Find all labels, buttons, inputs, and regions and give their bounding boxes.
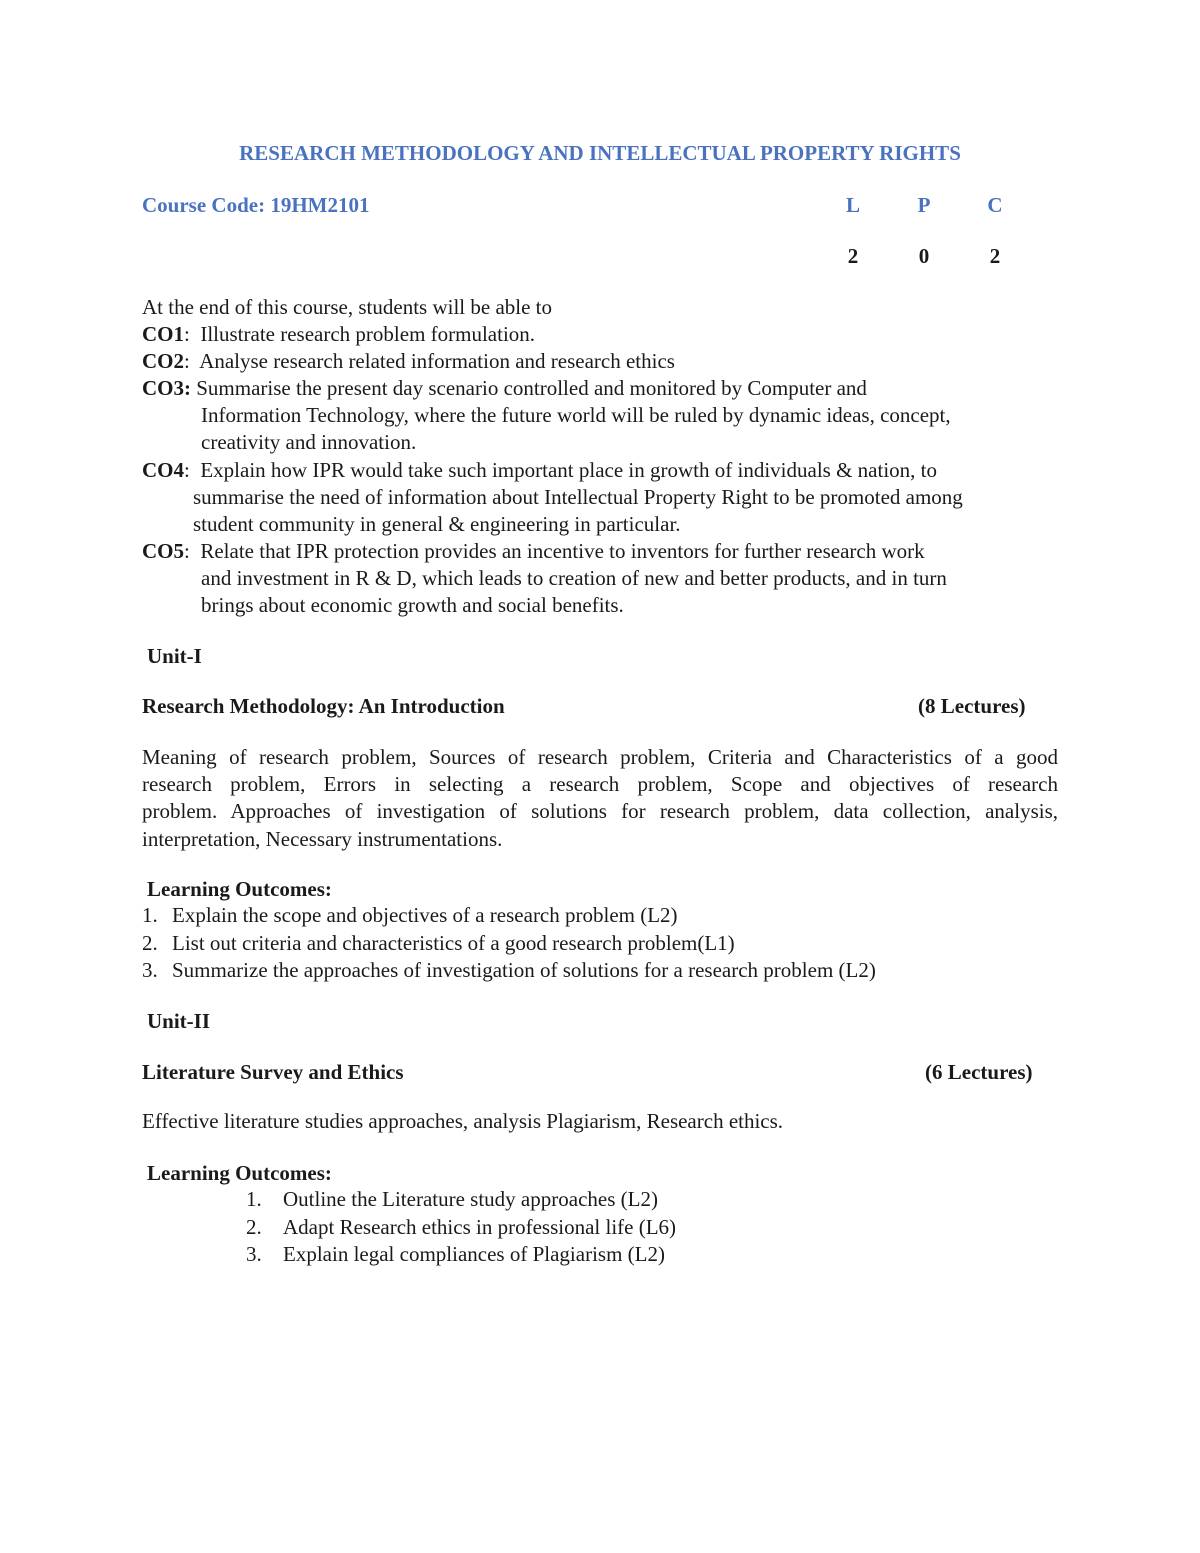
- co-text-continued: Information Technology, where the future world will be ruled by dynamic ideas, concept,: [201, 403, 951, 427]
- list-item: [246, 1186, 658, 1213]
- unit-paragraph: Effective literature studies approaches, analysis Plagiarism, Research ethics.: [142, 1109, 784, 1133]
- unit-label: Unit-I: [147, 644, 202, 668]
- ltp-header-p: P: [917, 193, 931, 217]
- list-item: [246, 1214, 676, 1241]
- course-code: Course Code: 19HM2101: [142, 193, 370, 217]
- unit-paragraph-line: interpretation, Necessary instrumentations.: [142, 827, 503, 851]
- ltp-value-p: 0: [918, 244, 930, 268]
- co-label: CO4: [142, 458, 184, 482]
- ltp-header-c: C: [987, 193, 1003, 217]
- course-outcome: [142, 348, 675, 375]
- unit-heading: Research Methodology: An Introduction: [142, 694, 505, 718]
- list-number: 1.: [142, 903, 158, 927]
- co-sep: :: [184, 322, 190, 346]
- ltp-value-c: 2: [989, 244, 1001, 268]
- co-label: CO5: [142, 539, 184, 563]
- co-text-continued: creativity and innovation.: [201, 430, 417, 454]
- co-text-continued: student community in general & engineering in particular.: [193, 512, 681, 536]
- list-item: [142, 902, 678, 929]
- learning-outcomes-heading: Learning Outcomes:: [147, 1161, 332, 1185]
- list-text: Adapt Research ethics in professional life (L6): [283, 1215, 677, 1239]
- learning-outcomes-heading: Learning Outcomes:: [147, 877, 332, 901]
- co-sep: :: [184, 349, 190, 373]
- unit-paragraph-line: Meaning of research problem, Sources of research problem, Criteria and Characteristics of a good: [142, 745, 1058, 769]
- intro-text: At the end of this course, students will be able to: [142, 295, 553, 319]
- list-item: [246, 1241, 665, 1268]
- co-text: Analyse research related information and research ethics: [199, 349, 675, 373]
- list-number: 2.: [246, 1215, 262, 1239]
- list-item: [142, 930, 735, 957]
- course-outcome: [142, 538, 925, 565]
- list-number: 3.: [246, 1242, 262, 1266]
- co-text: Illustrate research problem formulation.: [200, 322, 536, 346]
- unit-lectures: (6 Lectures): [925, 1060, 1033, 1084]
- list-text: Outline the Literature study approaches (L2): [283, 1187, 658, 1211]
- co-text-continued: and investment in R & D, which leads to creation of new and better products, and in turn: [201, 566, 947, 590]
- co-text: Relate that IPR protection provides an incentive to inventors for further research work: [200, 539, 925, 563]
- unit-lectures: (8 Lectures): [918, 694, 1026, 718]
- list-text: Explain legal compliances of Plagiarism (L2): [283, 1242, 665, 1266]
- list-text: List out criteria and characteristics of a good research problem(L1): [172, 931, 735, 955]
- list-item: [142, 957, 876, 984]
- list-number: 3.: [142, 958, 158, 982]
- co-text: Explain how IPR would take such important place in growth of individuals & nation, to: [200, 458, 937, 482]
- co-label: CO1: [142, 322, 184, 346]
- course-outcome: [142, 321, 535, 348]
- co-text-continued: brings about economic growth and social benefits.: [201, 593, 624, 617]
- co-text: Summarise the present day scenario controlled and monitored by Computer and: [196, 376, 867, 400]
- list-number: 1.: [246, 1187, 262, 1211]
- unit-heading: Literature Survey and Ethics: [142, 1060, 404, 1084]
- course-outcome: [142, 457, 937, 484]
- co-text-continued: summarise the need of information about Intellectual Property Right to be promoted among: [193, 485, 963, 509]
- unit-paragraph-line: problem. Approaches of investigation of solutions for research problem, data collection, analysis,: [142, 799, 1058, 823]
- ltp-header-l: L: [845, 193, 860, 217]
- unit-label: Unit-II: [147, 1009, 211, 1033]
- co-label: CO3:: [142, 376, 191, 400]
- co-sep: :: [184, 539, 190, 563]
- ltp-value-l: 2: [847, 244, 859, 268]
- course-outcome: [142, 375, 867, 402]
- page-title: RESEARCH METHODOLOGY AND INTELLECTUAL PROPERTY RIGHTS: [239, 141, 961, 165]
- co-sep: :: [184, 458, 190, 482]
- unit-paragraph-line: research problem, Errors in selecting a research problem, Scope and objectives of research: [142, 772, 1058, 796]
- list-number: 2.: [142, 931, 158, 955]
- list-text: Summarize the approaches of investigation of solutions for a research problem (L2): [172, 958, 876, 982]
- co-label: CO2: [142, 349, 184, 373]
- list-text: Explain the scope and objectives of a research problem (L2): [172, 903, 678, 927]
